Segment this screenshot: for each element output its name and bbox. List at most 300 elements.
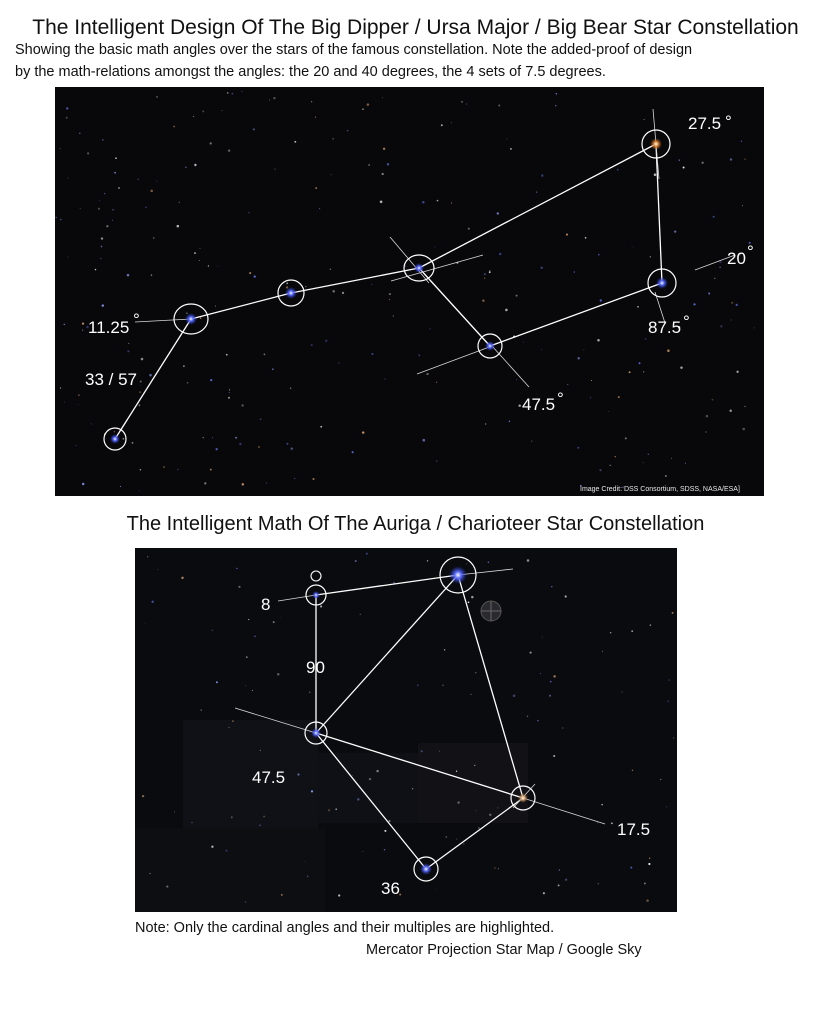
background-star (320, 426, 322, 428)
background-star (185, 167, 186, 168)
background-star (186, 312, 187, 313)
background-star (567, 384, 568, 385)
background-star (99, 200, 100, 201)
background-star (382, 173, 384, 175)
background-star (366, 553, 368, 555)
background-star (330, 269, 332, 271)
background-star (355, 560, 357, 562)
background-star (644, 882, 646, 884)
background-star (380, 201, 383, 204)
background-star (461, 101, 462, 102)
background-star (470, 694, 471, 695)
background-star (187, 382, 189, 384)
background-star (598, 254, 600, 256)
angle-label-11-25: 11.25 (88, 318, 130, 337)
background-star (174, 811, 175, 812)
background-star (712, 399, 714, 401)
background-star (312, 478, 314, 480)
background-star (422, 201, 425, 204)
background-star (286, 283, 288, 285)
background-star (434, 247, 435, 248)
background-star (241, 404, 243, 406)
background-star (389, 293, 391, 295)
background-star (328, 809, 330, 811)
background-star (260, 750, 261, 751)
background-star (518, 404, 520, 406)
background-star (291, 447, 294, 450)
background-star (210, 142, 212, 144)
background-star (672, 612, 674, 614)
background-star (456, 839, 457, 840)
background-star (60, 148, 61, 149)
auriga-star-map (135, 548, 677, 912)
background-star (742, 205, 743, 206)
background-star (142, 795, 144, 797)
background-star (429, 328, 430, 329)
background-star (212, 437, 213, 438)
background-star (153, 237, 155, 239)
background-star (245, 901, 247, 903)
background-star (347, 130, 349, 132)
background-star (644, 119, 645, 120)
background-star (281, 894, 283, 896)
background-star (139, 490, 140, 491)
background-star (367, 103, 370, 106)
background-star (140, 469, 142, 471)
background-star (632, 770, 633, 771)
background-star (393, 315, 394, 316)
background-star (75, 445, 76, 446)
background-star (622, 692, 623, 693)
background-star (744, 158, 746, 160)
background-star (183, 365, 185, 367)
background-star (705, 431, 706, 432)
auriga-diagram (135, 548, 677, 912)
star-capella (440, 557, 476, 593)
background-star (439, 751, 440, 752)
background-star (245, 685, 246, 686)
background-star (523, 342, 524, 343)
background-star (151, 601, 154, 604)
background-star (204, 482, 206, 484)
angle-label-8: 8 (261, 595, 271, 614)
background-star (258, 446, 260, 448)
background-star (387, 163, 390, 166)
background-star (235, 437, 237, 439)
degree-mark: ° (725, 112, 732, 131)
background-star (555, 105, 556, 106)
background-star (600, 299, 602, 301)
sky-mosaic-tiles (135, 720, 528, 912)
background-star (141, 358, 144, 361)
background-star (671, 458, 672, 459)
background-star (706, 415, 709, 418)
background-star (232, 93, 234, 95)
background-star (648, 863, 650, 865)
background-star (543, 892, 545, 894)
background-star (405, 265, 406, 266)
background-star (468, 228, 470, 230)
background-star (273, 621, 275, 623)
background-star (157, 569, 158, 570)
background-star (680, 366, 682, 368)
background-star (127, 350, 129, 352)
background-star (236, 568, 237, 569)
background-star (629, 371, 631, 373)
background-star (550, 681, 552, 683)
background-star (194, 164, 196, 166)
background-star (338, 894, 340, 896)
background-star (537, 720, 538, 721)
background-star (497, 212, 499, 214)
background-star (471, 596, 473, 598)
background-star (499, 253, 501, 255)
background-star (228, 397, 230, 399)
background-star (451, 202, 452, 203)
background-star (744, 406, 745, 407)
background-star (315, 117, 316, 118)
background-star (241, 91, 242, 92)
background-star (269, 100, 270, 101)
background-star (227, 92, 229, 94)
star-megrez (404, 255, 434, 281)
background-star (202, 110, 204, 112)
background-star (510, 148, 512, 150)
background-star (342, 292, 344, 294)
background-star (497, 807, 498, 808)
background-star (551, 586, 553, 588)
background-star (371, 284, 373, 286)
background-star (66, 107, 68, 109)
background-star (330, 174, 331, 175)
background-star (137, 179, 139, 181)
background-star (91, 423, 92, 424)
background-star (708, 293, 710, 295)
background-star (436, 461, 437, 462)
background-star (549, 695, 551, 697)
background-star (484, 278, 485, 279)
background-star (320, 605, 322, 607)
background-star (713, 216, 715, 218)
background-star (484, 273, 486, 275)
background-star (100, 258, 102, 260)
background-star (260, 418, 262, 420)
big-dipper-diagram (55, 87, 764, 496)
background-star (55, 217, 57, 219)
background-star (64, 324, 65, 325)
background-star (457, 801, 459, 803)
background-star (466, 103, 468, 105)
background-star (389, 299, 390, 300)
background-star (139, 391, 141, 393)
background-star (731, 302, 733, 304)
background-star (80, 208, 81, 209)
background-star (583, 349, 584, 350)
image-credit: Image Credit: DSS Consortium, SDSS, NASA/ESA] (580, 486, 740, 493)
background-star (249, 272, 251, 274)
background-star (362, 108, 364, 110)
background-star (650, 256, 651, 257)
background-star (540, 673, 541, 674)
background-star (384, 378, 385, 379)
background-star (565, 595, 567, 597)
background-star (509, 421, 510, 422)
background-star (701, 162, 703, 164)
footer-note: Note: Only the cardinal angles and their multiples are highlighted. (135, 920, 555, 936)
background-star (272, 368, 274, 370)
background-star (210, 379, 212, 381)
angle-label-36: 36 (381, 879, 400, 898)
background-star (212, 629, 214, 631)
background-star (112, 220, 113, 221)
background-star (371, 353, 373, 355)
background-star (246, 656, 248, 658)
background-star (286, 443, 288, 445)
background-star (648, 454, 649, 455)
background-star (200, 317, 201, 318)
background-star (311, 790, 313, 792)
background-star (216, 681, 218, 683)
background-star (421, 750, 423, 752)
background-star (639, 362, 641, 364)
background-star (294, 141, 296, 143)
background-star (478, 827, 479, 828)
background-star (78, 404, 79, 405)
background-star (590, 397, 592, 399)
background-star (637, 306, 639, 308)
background-star (60, 387, 61, 388)
background-star (335, 808, 337, 810)
background-star (362, 851, 363, 852)
background-star (352, 451, 354, 453)
background-star (436, 889, 437, 890)
background-star (645, 338, 647, 340)
background-star (423, 439, 426, 442)
background-star (598, 883, 599, 884)
background-star (309, 692, 311, 694)
background-star (179, 202, 180, 203)
background-star (177, 225, 180, 228)
background-star (475, 672, 476, 673)
background-star (294, 478, 295, 479)
background-star (625, 437, 627, 439)
background-star (578, 357, 580, 359)
background-star (101, 246, 103, 248)
background-star (82, 323, 84, 325)
background-star (488, 561, 490, 563)
background-star (229, 392, 230, 393)
background-star (79, 133, 81, 135)
background-star (426, 373, 428, 375)
background-star (273, 97, 275, 99)
background-star (274, 169, 275, 170)
background-star (66, 117, 68, 119)
background-star (231, 816, 233, 818)
background-stars (55, 91, 754, 491)
angle-label-47-5: 47.5 (252, 768, 286, 787)
background-star (566, 234, 568, 236)
background-star (211, 846, 213, 848)
background-star (123, 438, 125, 440)
background-star (104, 193, 105, 194)
background-star (193, 116, 194, 117)
angle-label-17-5: 17.5 (617, 820, 651, 839)
background-star (456, 771, 457, 772)
background-star (315, 187, 317, 189)
background-star (668, 679, 670, 681)
background-star (463, 843, 464, 844)
background-star (685, 463, 686, 464)
background-star (200, 709, 202, 711)
background-star (128, 343, 129, 344)
background-star (597, 823, 598, 824)
angle-label-90: 90 (306, 658, 325, 677)
background-star (541, 349, 542, 350)
background-star (248, 212, 249, 213)
big-dipper-star-map (55, 87, 764, 496)
background-star (360, 614, 361, 615)
background-star (585, 237, 587, 239)
degree-mark: ° (683, 312, 690, 331)
page-title: The Intelligent Design Of The Big Dipper / Ursa Major / Big Bear Star Constellation (32, 16, 799, 39)
background-star (150, 190, 153, 193)
background-star (558, 884, 560, 886)
background-star (217, 266, 218, 267)
background-star (140, 385, 141, 386)
angle-label-33-57: 33 / 57 (85, 370, 137, 389)
background-star (252, 690, 253, 691)
background-star (674, 231, 676, 233)
background-star (736, 371, 738, 373)
background-star (650, 624, 652, 626)
background-star (556, 93, 557, 94)
background-star (482, 300, 484, 302)
background-star (527, 559, 530, 562)
background-star (646, 899, 649, 902)
background-star (665, 475, 667, 477)
background-star (254, 635, 256, 637)
background-star (208, 265, 209, 266)
background-star (498, 868, 499, 869)
background-star (173, 126, 175, 128)
background-star (436, 382, 437, 383)
background-star (144, 623, 145, 624)
background-star (232, 720, 234, 722)
background-star (615, 456, 616, 457)
background-star (451, 122, 452, 123)
background-star (577, 447, 579, 449)
background-star (147, 556, 148, 557)
background-star (742, 428, 745, 431)
background-star (565, 879, 567, 881)
background-star (229, 389, 230, 390)
background-star (332, 290, 335, 293)
background-star (527, 716, 528, 717)
background-star (384, 849, 385, 850)
background-star (362, 431, 364, 433)
background-star (311, 344, 313, 346)
background-star (101, 237, 103, 239)
background-star (599, 469, 601, 471)
background-star (332, 138, 334, 140)
background-star (325, 340, 327, 342)
background-star (139, 404, 141, 406)
background-star (163, 466, 165, 468)
subtitle-line-1: Showing the basic math angles over the stars of the famous constellation. Note the added-proof of design (15, 42, 693, 58)
background-star (290, 387, 292, 389)
background-star (202, 437, 203, 438)
background-star (166, 886, 168, 888)
background-star (369, 778, 371, 780)
background-star (683, 166, 685, 168)
background-star (730, 158, 732, 160)
background-star (610, 465, 611, 466)
angle-label-27-5: 27.5 (688, 114, 722, 133)
background-star (311, 101, 312, 102)
angle-label-87-5: 87.5 (648, 318, 682, 337)
background-star (617, 169, 619, 171)
background-star (754, 327, 755, 328)
background-star (277, 673, 280, 676)
background-star (441, 124, 443, 126)
background-star (542, 637, 543, 638)
degree-mark: ° (557, 389, 564, 408)
background-star (673, 737, 674, 738)
background-star (643, 462, 644, 463)
background-star (412, 788, 413, 789)
background-star (562, 728, 563, 729)
background-star (215, 448, 217, 450)
background-star (643, 371, 644, 372)
background-star (693, 303, 695, 305)
background-star (181, 577, 183, 579)
background-star (305, 286, 306, 287)
background-star (536, 191, 537, 192)
background-star (608, 411, 609, 412)
background-star (384, 830, 386, 832)
background-star (630, 867, 632, 869)
background-star (64, 401, 65, 402)
background-star (106, 225, 108, 227)
background-star (118, 187, 120, 189)
crosshair-artifact (481, 601, 501, 621)
background-star (660, 779, 661, 780)
background-star (82, 330, 83, 331)
background-star (736, 304, 738, 306)
background-star (731, 320, 732, 321)
background-star (668, 701, 669, 702)
background-star (541, 174, 543, 176)
background-star (741, 141, 742, 142)
angle-label-47-5: 47.5 (522, 395, 556, 414)
constellation-lines (115, 144, 662, 439)
background-star (618, 396, 620, 398)
background-star (602, 651, 603, 652)
background-star (610, 632, 611, 633)
auriga-title: The Intelligent Math Of The Auriga / Charioteer Star Constellation (126, 513, 705, 535)
background-star (516, 379, 517, 380)
background-star (494, 867, 495, 868)
background-star (263, 816, 265, 818)
subtitle-line-2: by the math-relations amongst the angles: the 20 and 40 degrees, the 4 sets of 7.5 degrees. (15, 64, 606, 80)
background-star (307, 876, 308, 877)
background-star (114, 172, 116, 174)
background-star (530, 652, 532, 654)
background-star (145, 207, 146, 208)
background-star (115, 157, 117, 159)
background-star (559, 869, 560, 870)
background-star (222, 110, 223, 111)
